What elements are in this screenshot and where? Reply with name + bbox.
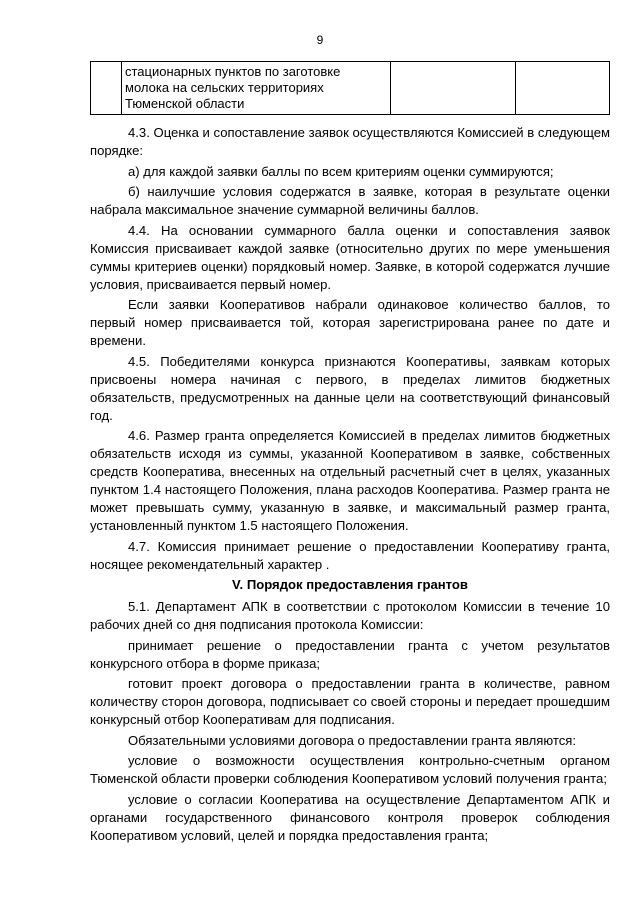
- paragraph-5-1-decision: принимает решение о предоставлении гранта с учетом результатов конкурсного отбора в форме приказа;: [90, 637, 610, 671]
- criteria-table: [90, 61, 610, 115]
- paragraph-4-4: 4.4. На основании суммарного балла оценки и сопоставления заявок Комиссия присваивает каждой заявке (относительно других по мере уменьшения суммы критериев оценки) порядковый номер. Заявке, в которой содержатся лучшие условия, присваивается первый номер.: [90, 222, 610, 292]
- paragraph-conditions-intro: Обязательными условиями договора о предоставлении гранта являются:: [128, 732, 576, 748]
- paragraph-condition-consent: условие о согласии Кооператива на осуществление Департаментом АПК и органами государственного финансового контроля проверок соблюдения Кооперативом условий, целей и порядка предоставления гранта;: [90, 791, 610, 843]
- paragraph-4-4-cont: Если заявки Кооперативов набрали одинаковое количество баллов, то первый номер присваивается той, которая зарегистрирована ранее по дате и времени.: [90, 297, 610, 348]
- document-body: [90, 124, 610, 847]
- paragraph-condition-audit: условие о возможности осуществления контрольно-счетным органом Тюменской области проверки соблюдения Кооперативом условий получения гранта;: [90, 753, 610, 786]
- paragraph-4-3: 4.3. Оценка и сопоставление заявок осуществляются Комиссией в следующем порядке:: [90, 125, 610, 158]
- paragraph-4-6: 4.6. Размер гранта определяется Комиссией в пределах лимитов бюджетных обязательств исходя из суммы, указанной Кооперативом в заявке, собственных средств Кооператива, внесенных на отдельный расчетный счет в целях, указанных пунктом 1.4 настоящего Положения, плана расходов Кооператива. Размер гранта не может превышать сумму, указанную в заявке, и максимальный размер гранта, установленный пунктом 1.5 настоящего Положения.: [90, 428, 610, 533]
- paragraph-4-3-b: б) наилучшие условия содержатся в заявке, которая в результате оценки набрала максимальное значение суммарной величины баллов.: [90, 184, 610, 217]
- paragraph-4-7: 4.7. Комиссия принимает решение о предоставлении Кооперативу гранта, носящее рекомендательный характер .: [90, 538, 610, 572]
- page-number: 9: [316, 33, 324, 47]
- table-cell-score: [516, 62, 610, 115]
- paragraph-4-5: 4.5. Победителями конкурса признаются Кооперативы, заявкам которых присвоены номера начиная с первого, в пределах лимитов бюджетных обязательств, предусмотренных на данные цели на соответствующий финансовый год.: [90, 353, 610, 423]
- table-cell-value: [391, 62, 516, 115]
- section-heading: V. Порядок предоставления грантов: [232, 577, 468, 592]
- table-cell-number: [91, 62, 122, 115]
- paragraph-5-1-contract: готовит проект договора о предоставлении гранта в количестве, равном количеству сторон договора, подписывает со своей стороны и передает прошедшим конкурсный отбор Кооперативам для подписания.: [90, 676, 610, 727]
- paragraph-4-3-a: а) для каждой заявки баллы по всем критериям оценки суммируются;: [128, 163, 554, 179]
- table-row: [91, 62, 610, 115]
- table-cell-criterion: стационарных пунктов по заготовке молока на сельских территориях Тюменской области: [122, 62, 391, 115]
- paragraph-5-1: 5.1. Департамент АПК в соответствии с протоколом Комиссии в течение 10 рабочих дней со дня подписания протокола Комиссии:: [90, 599, 610, 632]
